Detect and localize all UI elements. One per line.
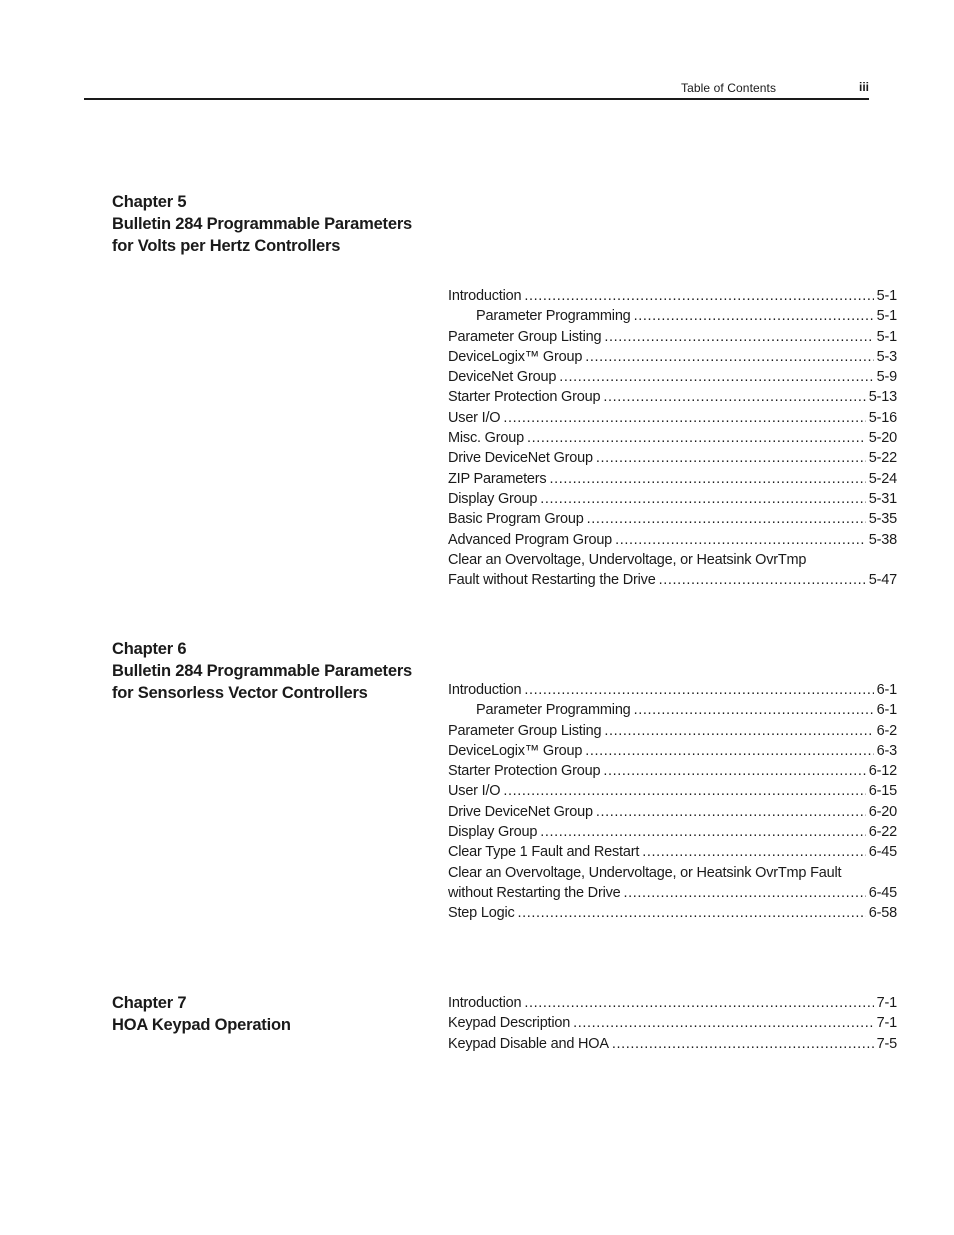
toc-entry-page: 5-20 bbox=[868, 430, 897, 447]
toc-entry[interactable] bbox=[448, 530, 897, 550]
toc-entry-label: Misc. Group bbox=[448, 430, 524, 447]
chapter-5-heading bbox=[112, 191, 412, 257]
toc-entry-label: Display Group bbox=[448, 824, 538, 841]
toc-entry-page: 6-45 bbox=[868, 884, 897, 901]
toc-entry-page: 5-13 bbox=[868, 389, 897, 406]
toc-entry[interactable] bbox=[448, 489, 897, 509]
dot-leader bbox=[585, 347, 873, 367]
toc-entry-label: User I/O bbox=[448, 783, 501, 800]
toc-entry[interactable] bbox=[448, 408, 897, 428]
dot-leader bbox=[596, 802, 866, 822]
toc-entry-page: 6-1 bbox=[876, 682, 897, 698]
toc-entry-page: 5-1 bbox=[876, 308, 897, 325]
dot-leader bbox=[585, 741, 873, 761]
dot-leader bbox=[604, 327, 873, 347]
toc-entry-page: 5-38 bbox=[868, 531, 897, 548]
toc-entry-page: 7-1 bbox=[876, 995, 897, 1011]
toc-entry[interactable] bbox=[448, 761, 897, 781]
dot-leader bbox=[559, 367, 873, 387]
dot-leader bbox=[624, 883, 866, 903]
dot-leader bbox=[659, 570, 866, 590]
toc-entry-label: Parameter Group Listing bbox=[448, 328, 602, 345]
chapter-title-line: Bulletin 284 Programmable Parameters bbox=[112, 662, 413, 680]
toc-entry-label: Advanced Program Group bbox=[448, 531, 613, 548]
toc-entry-page: 5-31 bbox=[868, 490, 897, 507]
toc-entry-page: 5-9 bbox=[876, 369, 897, 386]
toc-entry-label: Starter Protection Group bbox=[448, 389, 601, 406]
dot-leader bbox=[503, 781, 865, 801]
toc-entry[interactable] bbox=[448, 448, 897, 468]
toc-entry[interactable] bbox=[448, 1034, 897, 1054]
chapter-title-line: HOA Keypad Operation bbox=[112, 1016, 291, 1034]
dot-leader bbox=[603, 387, 865, 407]
toc-entry-label: Fault without Restarting the Drive bbox=[448, 572, 656, 589]
dot-leader bbox=[642, 842, 866, 862]
dot-leader bbox=[524, 993, 873, 1013]
toc-entry[interactable] bbox=[448, 883, 897, 903]
toc-entry[interactable] bbox=[448, 469, 897, 489]
dot-leader bbox=[527, 428, 866, 448]
toc-entry-page: 5-22 bbox=[868, 450, 897, 467]
toc-entry[interactable] bbox=[448, 306, 897, 326]
header-page-number: iii bbox=[859, 80, 870, 94]
dot-leader bbox=[573, 1013, 874, 1033]
toc-entry[interactable] bbox=[448, 680, 897, 700]
toc-entry[interactable] bbox=[448, 993, 897, 1013]
toc-entry-page: 5-3 bbox=[876, 348, 897, 365]
toc-entry-page: 6-20 bbox=[868, 803, 897, 820]
dot-leader bbox=[587, 509, 866, 529]
toc-entry-label: Parameter Programming bbox=[476, 702, 631, 719]
dot-leader bbox=[604, 721, 873, 741]
toc-entry-label: Parameter Group Listing bbox=[448, 722, 602, 739]
toc-entry-label: Display Group bbox=[448, 490, 538, 507]
toc-entry-label: Drive DeviceNet Group bbox=[448, 803, 593, 820]
toc-entry-label: Drive DeviceNet Group bbox=[448, 450, 593, 467]
dot-leader bbox=[634, 700, 874, 720]
toc-entry[interactable] bbox=[448, 428, 897, 448]
dot-leader bbox=[524, 680, 873, 700]
chapter-title-line: for Volts per Hertz Controllers bbox=[112, 237, 341, 255]
toc-entry[interactable] bbox=[448, 570, 897, 590]
dot-leader bbox=[518, 903, 866, 923]
dot-leader bbox=[503, 408, 865, 428]
chapter-7-toc bbox=[448, 993, 897, 1054]
toc-entry-page: 6-3 bbox=[876, 742, 897, 759]
chapter-number: Chapter 6 bbox=[112, 640, 187, 658]
toc-entry-label: Introduction bbox=[448, 995, 522, 1011]
chapter-title-line: Bulletin 284 Programmable Parameters bbox=[112, 215, 413, 233]
toc-entry[interactable] bbox=[448, 1013, 897, 1033]
chapter-number: Chapter 7 bbox=[112, 994, 187, 1012]
toc-entry-label: Step Logic bbox=[448, 905, 515, 922]
dot-leader bbox=[603, 761, 865, 781]
dot-leader bbox=[524, 286, 873, 306]
toc-entry[interactable] bbox=[448, 700, 897, 720]
chapter-7-heading bbox=[112, 992, 291, 1036]
toc-entry-page: 6-2 bbox=[876, 722, 897, 739]
toc-entry-page: 7-1 bbox=[876, 1015, 897, 1032]
toc-entry-label: Parameter Programming bbox=[476, 308, 631, 325]
chapter-number: Chapter 5 bbox=[112, 193, 187, 211]
toc-entry[interactable] bbox=[448, 387, 897, 407]
dot-leader bbox=[596, 448, 866, 468]
toc-entry-label: Basic Program Group bbox=[448, 511, 584, 528]
toc-entry-label: Keypad Description bbox=[448, 1015, 571, 1032]
toc-entry-page: 5-1 bbox=[876, 328, 897, 345]
toc-entry-label: User I/O bbox=[448, 409, 501, 426]
chapter-6-heading bbox=[112, 638, 412, 704]
dot-leader bbox=[540, 822, 865, 842]
toc-entry-page: 5-16 bbox=[868, 409, 897, 426]
toc-entry[interactable] bbox=[448, 802, 897, 822]
toc-entry-page: 7-5 bbox=[876, 1035, 897, 1052]
dot-leader bbox=[634, 306, 874, 326]
dot-leader bbox=[549, 469, 865, 489]
toc-entry[interactable] bbox=[448, 822, 897, 842]
toc-entry[interactable] bbox=[448, 367, 897, 387]
toc-entry-label: DeviceLogix™ Group bbox=[448, 348, 583, 365]
header-rule bbox=[84, 98, 869, 100]
chapter-6-toc bbox=[448, 680, 897, 924]
toc-entry-page: 6-1 bbox=[876, 702, 897, 719]
toc-entry[interactable] bbox=[448, 286, 897, 306]
toc-entry-page: 6-22 bbox=[868, 824, 897, 841]
toc-entry[interactable] bbox=[448, 327, 897, 347]
toc-entry-label: DeviceLogix™ Group bbox=[448, 742, 583, 759]
header-title: Table of Contents bbox=[681, 81, 777, 95]
toc-entry-label: Starter Protection Group bbox=[448, 763, 601, 780]
toc-entry[interactable] bbox=[448, 509, 897, 529]
dot-leader bbox=[612, 1034, 874, 1054]
dot-leader bbox=[615, 530, 866, 550]
toc-entry[interactable] bbox=[448, 781, 897, 801]
toc-entry-page: 6-15 bbox=[868, 783, 897, 800]
toc-entry[interactable] bbox=[448, 903, 897, 923]
toc-entry-label: Introduction bbox=[448, 288, 522, 304]
toc-entry-label: DeviceNet Group bbox=[448, 369, 557, 386]
chapter-title-line: for Sensorless Vector Controllers bbox=[112, 684, 368, 702]
dot-leader bbox=[540, 489, 865, 509]
toc-entry-label-line: Clear an Overvoltage, Undervoltage, or Heatsink OvrTmp Fault bbox=[448, 864, 842, 881]
toc-entry[interactable] bbox=[448, 842, 897, 862]
toc-entry-page: 5-35 bbox=[868, 511, 897, 528]
toc-entry-label: Introduction bbox=[448, 682, 522, 698]
toc-entry-label: ZIP Parameters bbox=[448, 470, 547, 487]
toc-entry-page: 5-47 bbox=[868, 572, 897, 589]
toc-entry-label: without Restarting the Drive bbox=[448, 884, 621, 901]
toc-entry-page: 6-45 bbox=[868, 844, 897, 861]
toc-entry-page: 6-58 bbox=[868, 905, 897, 922]
toc-entry-label: Clear Type 1 Fault and Restart bbox=[448, 844, 640, 861]
toc-entry-page: 5-1 bbox=[876, 288, 897, 304]
toc-entry[interactable] bbox=[448, 721, 897, 741]
toc-entry-label: Keypad Disable and HOA bbox=[448, 1035, 609, 1052]
toc-entry-page: 5-24 bbox=[868, 470, 897, 487]
chapter-5-toc bbox=[448, 286, 897, 590]
toc-entry[interactable] bbox=[448, 347, 897, 367]
toc-entry[interactable] bbox=[448, 741, 897, 761]
toc-entry-label-line: Clear an Overvoltage, Undervoltage, or Heatsink OvrTmp bbox=[448, 551, 807, 568]
toc-entry-page: 6-12 bbox=[868, 763, 897, 780]
